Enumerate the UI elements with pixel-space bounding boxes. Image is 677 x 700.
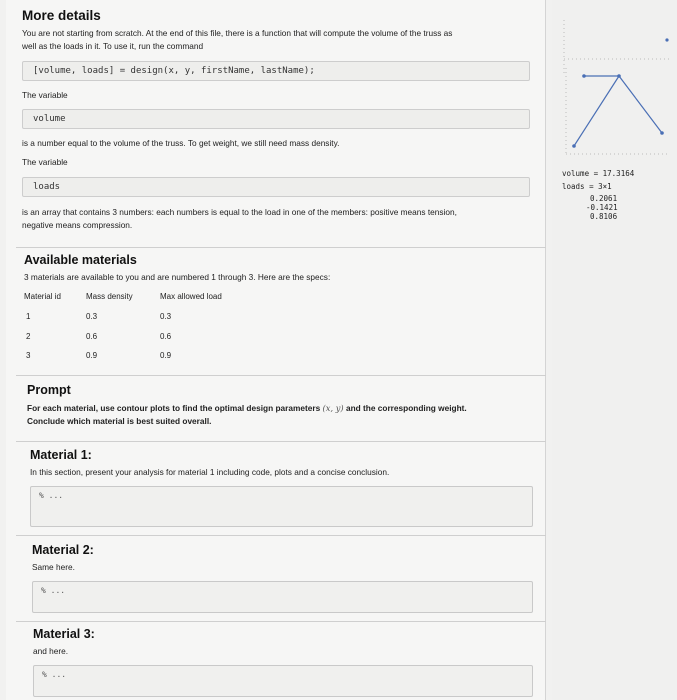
loads-code[interactable]: loads <box>22 177 530 197</box>
material-3-title: Material 3: <box>33 627 95 641</box>
loads-output: loads = 3×1 <box>562 182 612 191</box>
table-header: Mass density <box>86 292 133 301</box>
live-script-document <box>6 0 546 700</box>
table-cell: 0.3 <box>86 312 98 321</box>
truss-node <box>572 144 576 148</box>
materials-table <box>24 292 284 362</box>
table-cell: 0.6 <box>160 332 172 341</box>
material-1-cell[interactable] <box>16 442 546 536</box>
volume-description: is a number equal to the volume of the truss. To get weight, we still need mass density. <box>22 138 340 148</box>
material-3-cell[interactable] <box>16 622 546 700</box>
design-command-code[interactable]: [volume, loads] = design(x, y, firstName, lastName); <box>22 61 530 81</box>
truss-node <box>582 74 586 78</box>
table-cell: 0.9 <box>86 351 98 360</box>
material-2-description: Same here. <box>32 562 75 572</box>
truss-member-left <box>574 76 619 146</box>
material-1-description: In this section, present your analysis for material 1 including code, plots and a concise conclusion. <box>30 467 390 477</box>
truss-node <box>617 74 621 78</box>
prompt-line2: Conclude which material is best suited overall. <box>27 416 212 426</box>
table-cell: 0.6 <box>86 332 98 341</box>
truss-node <box>660 131 664 135</box>
volume-code[interactable]: volume <box>22 109 530 129</box>
materials-description: 3 materials are available to you and are numbered 1 through 3. Here are the specs: <box>24 272 331 282</box>
prompt-cell[interactable] <box>16 376 546 442</box>
material-1-code-editor[interactable]: % ... <box>30 486 533 527</box>
material-2-code-editor[interactable]: % ... <box>32 581 533 613</box>
truss-member-right <box>619 76 662 133</box>
material-2-cell[interactable] <box>16 536 546 622</box>
variable-label-loads: The variable <box>22 157 68 167</box>
material-3-code-editor[interactable]: % ... <box>33 665 533 697</box>
material-1-title: Material 1: <box>30 448 92 462</box>
volume-output: volume = 17.3164 <box>562 169 635 178</box>
intro-paragraph-line1: You are not starting from scratch. At the end of this file, there is a function that will compute the volume of the truss as <box>22 28 453 38</box>
plot-point <box>665 38 668 41</box>
available-materials-cell[interactable] <box>16 248 546 376</box>
prompt-line1-text: For each material, use contour plots to find the optimal design parameters <box>27 403 321 413</box>
intro-paragraph-line2: well as the loads in it. To use it, run the command <box>22 41 204 51</box>
loads-description-line1: is an array that contains 3 numbers: each numbers is equal to the load in one of the members: positive means tension, <box>22 207 457 217</box>
prompt-line1 <box>27 402 467 415</box>
more-details-title: More details <box>22 8 101 23</box>
table-cell: 0.9 <box>160 351 172 360</box>
output-panel <box>552 0 677 700</box>
table-cell: 0.3 <box>160 312 172 321</box>
loads-description-line2: negative means compression. <box>22 220 133 230</box>
more-details-cell[interactable] <box>16 0 546 248</box>
prompt-title: Prompt <box>27 383 71 397</box>
load-value: 0.8106 <box>590 212 618 221</box>
prompt-line1-end: and the corresponding weight. <box>345 403 467 413</box>
table-cell: 2 <box>26 332 31 341</box>
truss-figure <box>564 66 670 158</box>
material-3-description: and here. <box>33 646 69 656</box>
material-2-title: Material 2: <box>32 543 94 557</box>
load-value: 0.2061 <box>590 194 618 203</box>
table-cell: 3 <box>26 351 31 360</box>
table-header: Material id <box>24 292 61 301</box>
variable-label-volume: The variable <box>22 90 68 100</box>
table-cell: 1 <box>26 312 31 321</box>
table-header: Max allowed load <box>160 292 222 301</box>
materials-title: Available materials <box>24 253 137 267</box>
load-value: -0.1421 <box>586 203 618 212</box>
xy-variables: (x, y) <box>322 403 344 413</box>
